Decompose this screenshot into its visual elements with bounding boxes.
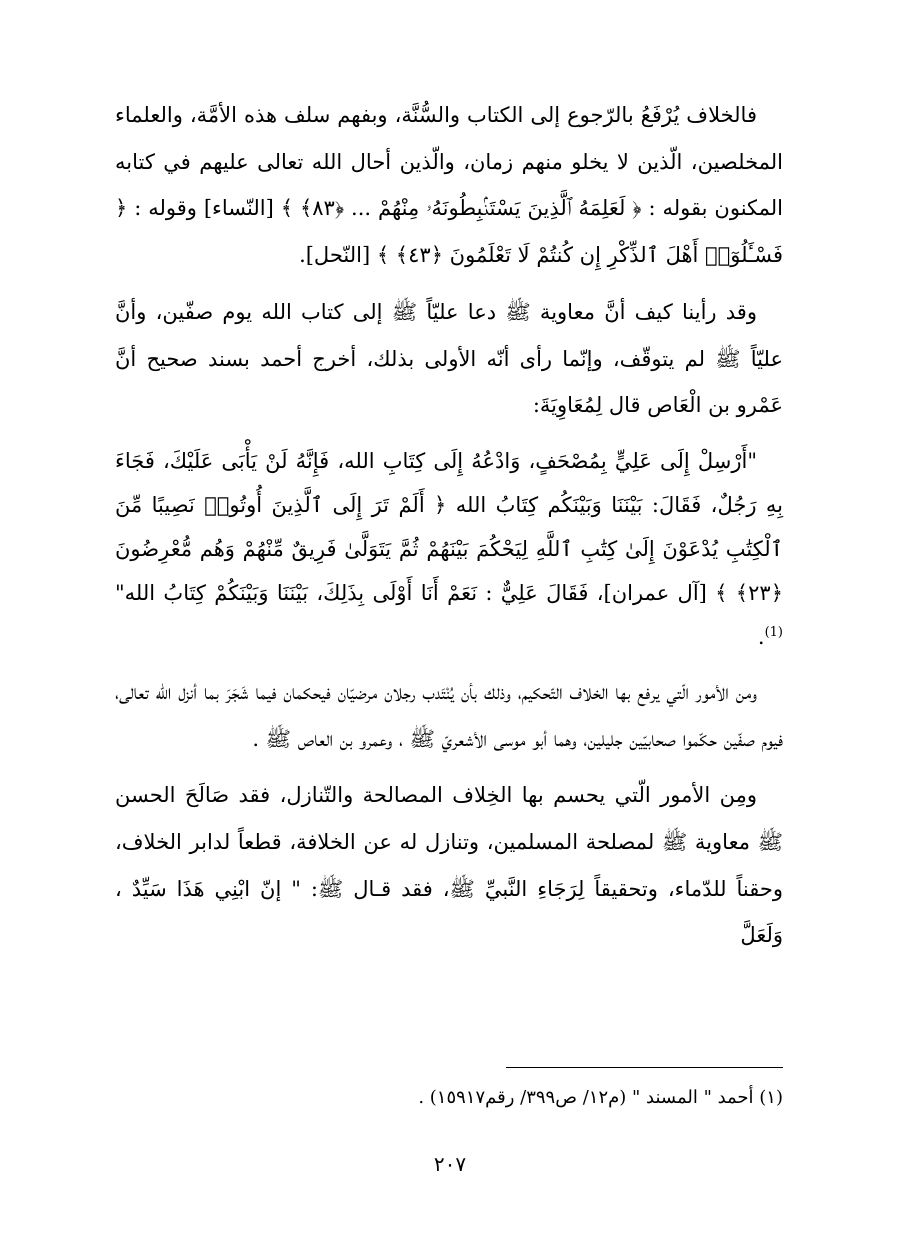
- page-number: ٢٠٧: [433, 1152, 467, 1176]
- footnote: (١) أحمد " المسند " (م١٢/ ص٣٩٩/ رقم١٥٩١٧) .: [418, 1087, 783, 1108]
- paragraph-5: ومِن الأمور الّتي يحسم بها الخِلاف المصالحة والتّنازل، فقد صَالَحَ الحسن ﷺ معاوية ﷺ لمصلحة المسلمين، وتنازل له عن الخلافة، قطعاً لدابر الخلاف، وحقناً للدّماء، وتحقيقاً لِرَجَاءِ النَّبيِّ ﷺ، فقد قـال ﷺ: " إنّ ابْنِي هَذَا سَيِّدٌ ، وَلَعَلَّ: [115, 783, 783, 948]
- hadith-text: "أَرْسِلْ إِلَى عَلِيٍّ بِمُصْحَفٍ، وَادْعُهُ إِلَى كِتَابِ الله، فَإِنَّهُ لَنْ يَأْبَى عَلَيْكَ، فَجَاءَ بِهِ رَجُلٌ، فَقَالَ: بَيْنَنَا وَبَيْنَكُم كِتَابُ الله ﴿ أَلَمْ تَرَ إِلَى ٱلَّذِينَ أُوتُوا۟ نَصِيبًا مِّنَ ٱلْكِتَٰبِ يُدْعَوْنَ إِلَىٰ كِتَٰبِ ٱللَّهِ لِيَحْكُمَ بَيْنَهُمْ ثُمَّ يَتَوَلَّىٰ فَرِيقٌ مِّنْهُمْ وَهُم مُّعْرِضُونَ ﴿٢٣﴾ ﴾ [آل عمران]، فَقَالَ عَلِيٌّ : نَعَمْ أَنَا أَوْلَى بِذَلِكَ، بَيْنَنَا وَبَيْنَكُمْ كِتَابُ الله": [115, 448, 783, 605]
- paragraph-1: فالخلاف يُرْفَعُ بالرّجوع إلى الكتاب والسُّنَّة، وبفهم سلف هذه الأمَّة، والعلماء المخلصين، الّذين لا يخلو منهم زمان، والّذين أحال الله تعالى عليهم في كتابه المكنون بقوله : ﴿ لَعَلِمَهُ ٱلَّذِينَ يَسْتَنۢبِطُونَهُۥ مِنْهُمْ ... ﴿٨٣﴾ ﴾ [النّساء] وقوله : ﴿ فَسْـَٔلُوٓا۟ أَهْلَ ٱلذِّكْرِ إِن كُنتُمْ لَا تَعْلَمُونَ ﴿٤٣﴾ ﴾ [النّحل].: [115, 103, 783, 268]
- paragraph-2: وقد رأينا كيف أنَّ معاوية ﷺ دعا عليّاً ﷺ إلى كتاب الله يوم صفّين، وأنَّ عليّاً ﷺ لم يتوقّف، وإنّما رأى أنّه الأولى بذلك، أخرج أحمد بسند صحيح أنَّ عَمْرو بن الْعَاص قال لِمُعَاوِيَةَ:: [115, 299, 783, 418]
- footnote-reference: (1): [764, 624, 783, 640]
- footnote-divider: [506, 1067, 783, 1068]
- hadith-quote: "أَرْسِلْ إِلَى عَلِيٍّ بِمُصْحَفٍ، وَادْعُهُ إِلَى كِتَابِ الله، فَإِنَّهُ لَنْ يَأْبَى عَلَيْكَ، فَجَاءَ بِهِ رَجُلٌ، فَقَالَ: بَيْنَنَا وَبَيْنَكُم كِتَابُ الله ﴿ أَلَمْ تَرَ إِلَى ٱلَّذِينَ أُوتُوا۟ نَصِيبًا مِّنَ ٱلْكِتَٰبِ يُدْعَوْنَ إِلَىٰ كِتَٰبِ ٱللَّهِ لِيَحْكُمَ بَيْنَهُمْ ثُمَّ يَتَوَلَّىٰ فَرِيقٌ مِّنْهُمْ وَهُم مُّعْرِضُونَ ﴿٢٣﴾ ﴾ [آل عمران]، فَقَالَ عَلِيٌّ : نَعَمْ أَنَا أَوْلَى بِذَلِكَ، بَيْنَنَا وَبَيْنَكُمْ كِتَابُ الله"$^{(1)}$.: [115, 448, 783, 649]
- main-text: [115, 92, 783, 959]
- paragraph-4: ومن الأمور الّتي يرفع بها الخلاف التّحكيم، وذلك بأن يُنْتَدب رجلان مرضيّان فيحكمان فيما شَجَرَ بما أنزل الله تعالى، فيوم صفّين حكّموا صحابيّين جليلين، وهما أبو موسى الأشعريّ ﷺ ، وعمرو بن العاص ﷺ .: [115, 679, 783, 751]
